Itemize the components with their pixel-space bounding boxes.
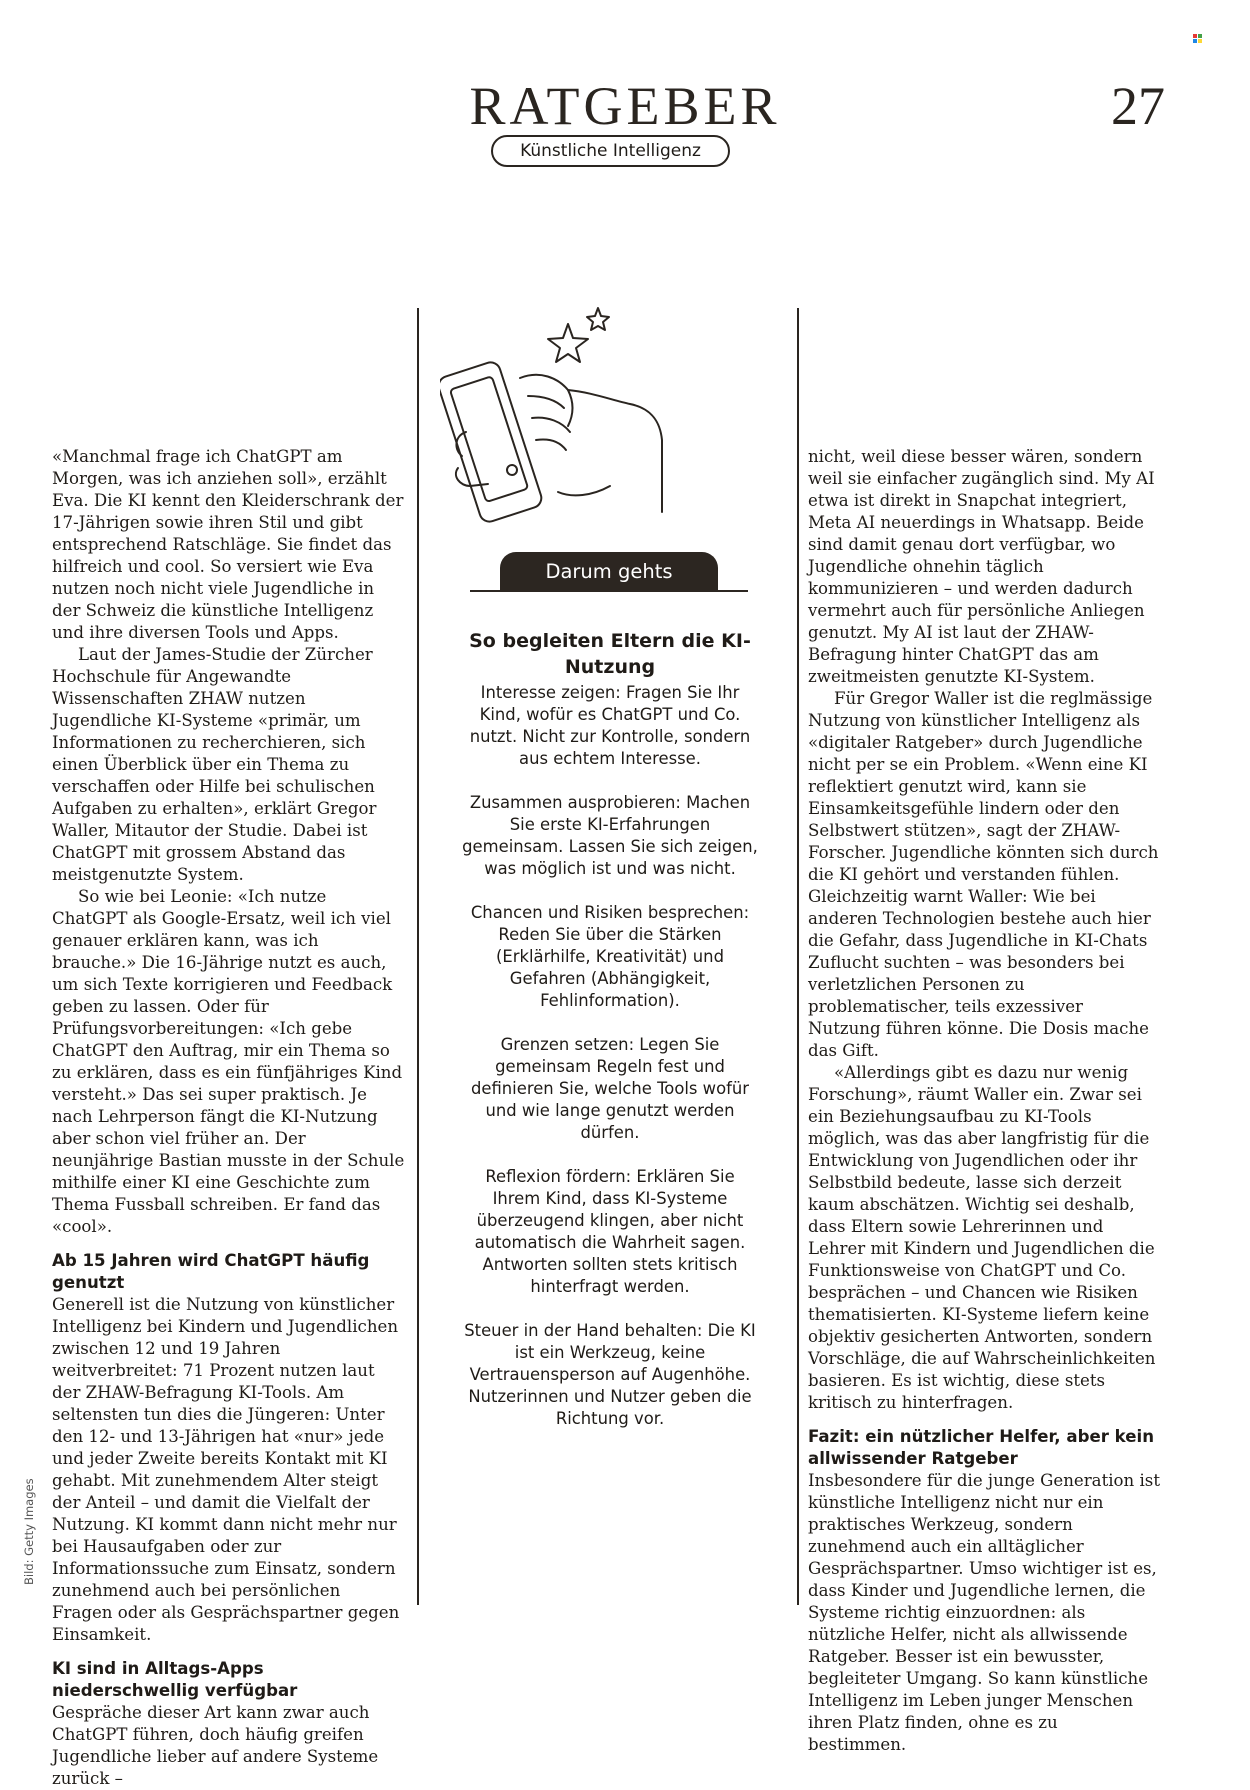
tip-item: Zusammen ausprobieren: Machen Sie erste KI-Erfahrungen gemeinsam. Lassen Sie sich zeigen, was möglich ist und was nicht. — [462, 793, 758, 878]
tip-item: Interesse zeigen: Fragen Sie Ihr Kind, wofür es ChatGPT und Co. nutzt. Nicht zur Kontrolle, sondern aus echtem Interesse. — [469, 683, 751, 768]
info-box-tab: Darum gehts — [500, 552, 718, 592]
body-paragraph: So wie bei Leonie: «Ich nutze ChatGPT als Google-Ersatz, weil ich viel genauer erklären kann, was ich brauche.» Die 16-Jährige nutzt es auch, um sich Texte korrigieren und Feedback geben zu lassen. Oder für Prüfungsvorbereitungen: «Ich gebe ChatGPT den Auftrag, mir ein Thema so zu erklären, dass es ein fünfjähriges Kind versteht.» Das sei super praktisch. Je nach Lehrperson fängt die KI-Nutzung aber schon viel früher an. Der neunjährige Bastian musste in der Schule mithilfe einer KI eine Geschichte zum Thema Fussball schreiben. Er fand das «cool». — [52, 887, 405, 1236]
column-rule-right — [797, 308, 799, 1605]
subheading: KI sind in Alltags-Apps niederschwellig verfügbar — [52, 1659, 298, 1700]
tip-item: Grenzen setzen: Legen Sie gemeinsam Regeln fest und definieren Sie, welche Tools wofür und wie lange genutzt werden dürfen. — [470, 1035, 749, 1142]
info-box-title: So begleiten Eltern die KI-Nutzung — [469, 630, 751, 678]
body-paragraph: Für Gregor Waller ist die reglmässige Nutzung von künstlicher Intelligenz als «digitaler Ratgeber» durch Jugendliche nicht per se ein Problem. «Wenn eine KI reflektiert genutzt wird, kann sie Einsamkeitsgefühle lindern oder den Selbstwert stützen», sagt der ZHAW-Forscher. Jugendliche könnten sich durch die KI gehört und verstanden fühlen. Gleichzeitig warnt Waller: Wie bei anderen Technologien bestehe auch hier die Gefahr, dass Jugendliche in KI-Chats Zuflucht suchten – was besonders bei verletzlichen Personen zu problematischer, teils exzessiver Nutzung führen könne. Die Dosis mache das Gift. — [808, 689, 1159, 1060]
print-color-mark-icon — [1193, 34, 1202, 43]
photo-credit: Bild: Getty Images — [22, 1478, 36, 1585]
body-paragraph: nicht, weil diese besser wären, sondern weil sie einfacher zugänglich sind. My AI etwa ist direkt in Snapchat integriert, Meta AI neuerdings in Whatsapp. Beide sind damit genau dort verfügbar, wo Jugendliche ohnehin täglich kommunizieren – und werden dadurch vermehrt auch für persönliche Anliegen genutzt. My AI ist laut der ZHAW-Befragung hinter ChatGPT das am zweitmeisten genutzte KI-System. — [808, 447, 1155, 686]
hand-holding-phone-with-stars-icon — [440, 300, 680, 530]
section-title: RATGEBER — [469, 76, 781, 136]
subheading: Ab 15 Jahren wird ChatGPT häufig genutzt — [52, 1251, 370, 1292]
page-number: 27 — [1111, 76, 1165, 136]
body-paragraph: Gespräche dieser Art kann zwar auch ChatGPT führen, doch häufig greifen Jugendliche lieber auf andere Systeme zurück – — [52, 1703, 379, 1788]
info-box-rule — [470, 590, 748, 592]
body-paragraph: Generell ist die Nutzung von künstlicher Intelligenz bei Kindern und Jugendlichen zwischen 12 und 19 Jahren weitverbreitet: 71 Prozent nutzen laut der ZHAW-Befragung KI-Tools. Am seltensten tun dies die Jüngeren: Unter den 12- und 13-Jährigen hat «nur» jede und jeder Zweite bereits Kontakt mit KI gehabt. Mit zunehmendem Alter steigt der Anteil – und damit die Vielfalt der Nutzung. KI kommt dann nicht mehr nur bei Hausaufgaben oder zur Informationssuche zum Einsatz, sondern zunehmend auch bei persönlichen Fragen oder als Gesprächspartner gegen Einsamkeit. — [52, 1295, 400, 1644]
body-paragraph: «Manchmal frage ich ChatGPT am Morgen, was ich anziehen soll», erzählt Eva. Die KI kennt den Kleiderschrank der 17-Jährigen sowie ihren Stil und gibt entsprechend Ratschläge. Sie findet das hilfreich und cool. So versiert wie Eva nutzen noch nicht viele Jugendliche in der Schweiz die künstliche Intelligenz und ihre diversen Tools und Apps. — [52, 447, 404, 642]
column-rule-left — [417, 308, 419, 1605]
tip-item: Reflexion fördern: Erklären Sie Ihrem Kind, dass KI-Systeme überzeugend klingen, aber nicht automatisch die Wahrheit sagen. Antworten sollten stets kritisch hinterfragt werden. — [474, 1167, 746, 1296]
info-box — [460, 628, 760, 1452]
body-paragraph: Laut der James-Studie der Zürcher Hochschule für Angewandte Wissenschaften ZHAW nutzen Jugendliche KI-Systeme «primär, um Informationen zu recherchieren, sich einen Überblick über ein Thema zu verschaffen oder Hilfe bei schulischen Aufgaben zu erhalten», erklärt Gregor Waller, Mitautor der Studie. Dabei ist ChatGPT mit grossem Abstand das meistgenutzte System. — [52, 645, 377, 884]
left-column — [52, 446, 405, 1790]
tip-item: Chancen und Risiken besprechen: Reden Sie über die Stärken (Erklärhilfe, Kreativität) und Gefahren (Abhängigkeit, Fehlinformation). — [470, 903, 750, 1010]
right-column — [808, 446, 1160, 1756]
subheading: Fazit: ein nützlicher Helfer, aber kein allwissender Ratgeber — [808, 1427, 1155, 1468]
tip-item: Steuer in der Hand behalten: Die KI ist ein Werkzeug, keine Vertrauensperson auf Augenhöhe. Nutzerinnen und Nutzer geben die Richtung vor. — [464, 1321, 756, 1428]
body-paragraph: «Allerdings gibt es dazu nur wenig Forschung», räumt Waller ein. Zwar sei ein Beziehungsaufbau zu KI-Tools möglich, was das aber langfristig für die Entwicklung von Jugendlichen oder ihr Selbstbild bedeute, lasse sich derzeit kaum abschätzen. Wichtig sei deshalb, dass Eltern sowie Lehrerinnen und Lehrer mit Kindern und Jugendlichen die Funktionsweise von ChatGPT und Co. besprächen – und Chancen wie Risiken thematisierten. KI-Systeme liefern keine objektiv gesicherten Antworten, sondern Vorschläge, die auf Wahrscheinlichkeiten basieren. Es ist wichtig, diese stets kritisch zu hinterfragen. — [808, 1063, 1156, 1412]
subsection-label: Künstliche Intelligenz — [491, 135, 730, 167]
body-paragraph: Insbesondere für die junge Generation ist künstliche Intelligenz nicht nur ein praktisches Werkzeug, sondern zunehmend auch ein alltäglicher Gesprächspartner. Umso wichtiger ist es, dass Kinder und Jugendliche lernen, die Systeme richtig einzuordnen: als nützliche Helfer, nicht als allwissende Ratgeber. Besser ist ein bewusster, begleiteter Umgang. So kann künstliche Intelligenz im Leben junger Menschen ihren Platz finden, ohne es zu bestimmen. — [808, 1471, 1160, 1754]
